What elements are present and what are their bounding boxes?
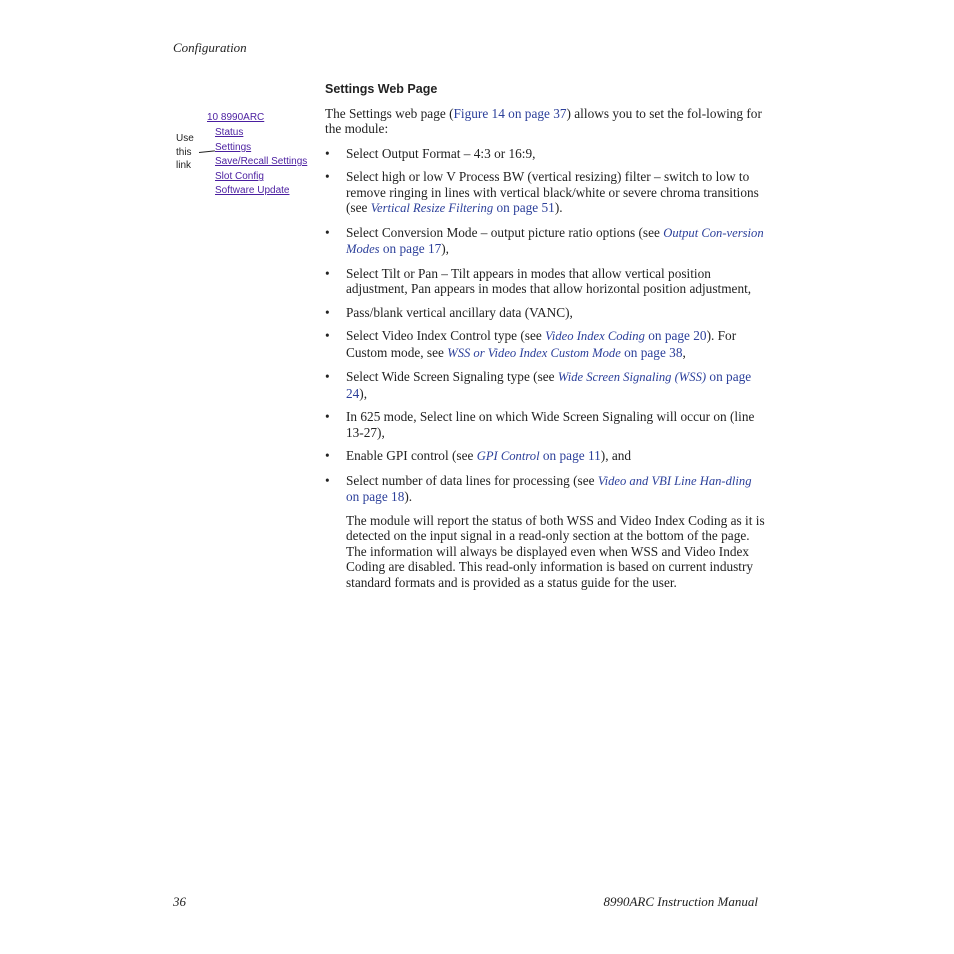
intro-paragraph: The Settings web page (Figure 14 on page 37) allows you to set the fol-lowing for the module: <box>325 105 762 136</box>
list-item: • Select Wide Screen Signaling type (see Wide Screen Signaling (WSS) on page 24), <box>325 369 752 401</box>
status-note-paragraph: The module will report the status of both WSS and Video Index Coding as it is detected on the input signal in a read-only section at the bottom of the page. The information will always be displayed even when WSS and Video Index Coding are disabled. This read-only information is based on current industry standard formats and is provided as a status guide for the user. <box>346 512 765 590</box>
nav-link-settings[interactable]: Settings <box>215 142 252 153</box>
xref-link[interactable]: Output Con-version Modes <box>346 225 764 256</box>
list-item: • Select Tilt or Pan – Tilt appears in modes that allow vertical position adjustment, Pan appears in modes that allow horizontal position adjustment, <box>325 265 752 296</box>
xref-link[interactable]: Wide Screen Signaling (WSS) <box>557 370 707 384</box>
list-item: • Select high or low V Process BW (vertical resizing) filter – switch to low to remove ringing in lines with vertical black/white or severe chroma transitions (see Vertical Resize Filtering on page 51). <box>325 169 759 215</box>
manual-title: 8990ARC Instruction Manual <box>603 894 758 909</box>
list-item: • Select number of data lines for processing (see Video and VBI Line Han-dling on page 18). <box>325 472 752 504</box>
section-title: Settings Web Page <box>325 82 438 96</box>
settings-list <box>325 146 765 505</box>
xref-link[interactable]: WSS or Video Index Custom Mode <box>447 345 621 360</box>
list-item: • Enable GPI control (see GPI Control on page 11), and <box>325 448 632 463</box>
nav-link-software-update[interactable]: Software Update <box>215 185 290 196</box>
list-item: • Select Output Format – 4:3 or 16:9, <box>325 145 536 161</box>
list-item: • Pass/blank vertical ancillary data (VANC), <box>325 304 573 320</box>
list-item: • Select Video Index Control type (see Video Index Coding on page 20). For Custom mode, see WSS or Video Index Custom Mode on page 38, <box>325 328 737 360</box>
figure-link[interactable]: Figure 14 on page 37 <box>453 105 567 121</box>
xref-link[interactable]: Vertical Resize Filtering <box>370 201 494 215</box>
main-content <box>325 82 765 590</box>
xref-link[interactable]: GPI Control <box>476 449 540 463</box>
callout-label: Use this link <box>176 133 194 171</box>
nav-link-module[interactable]: 10 8990ARC <box>207 112 265 123</box>
running-header: Configuration <box>173 40 247 55</box>
list-item: • In 625 mode, Select line on which Wide Screen Signaling will occur on (line 13-27), <box>325 409 755 440</box>
xref-link[interactable]: Video Index Coding <box>545 329 645 343</box>
callout-line <box>199 150 215 153</box>
xref-link[interactable]: Video and VBI Line Han-dling <box>597 473 752 488</box>
page-number: 36 <box>173 894 186 909</box>
web-nav-figure <box>176 112 326 212</box>
nav-link-slot-config[interactable]: Slot Config <box>215 171 264 182</box>
nav-link-status[interactable]: Status <box>215 127 244 138</box>
list-item: • Select Conversion Mode – output picture ratio options (see Output Con-version Modes on page 17), <box>325 224 764 256</box>
nav-link-save-recall[interactable]: Save/Recall Settings <box>215 156 308 167</box>
